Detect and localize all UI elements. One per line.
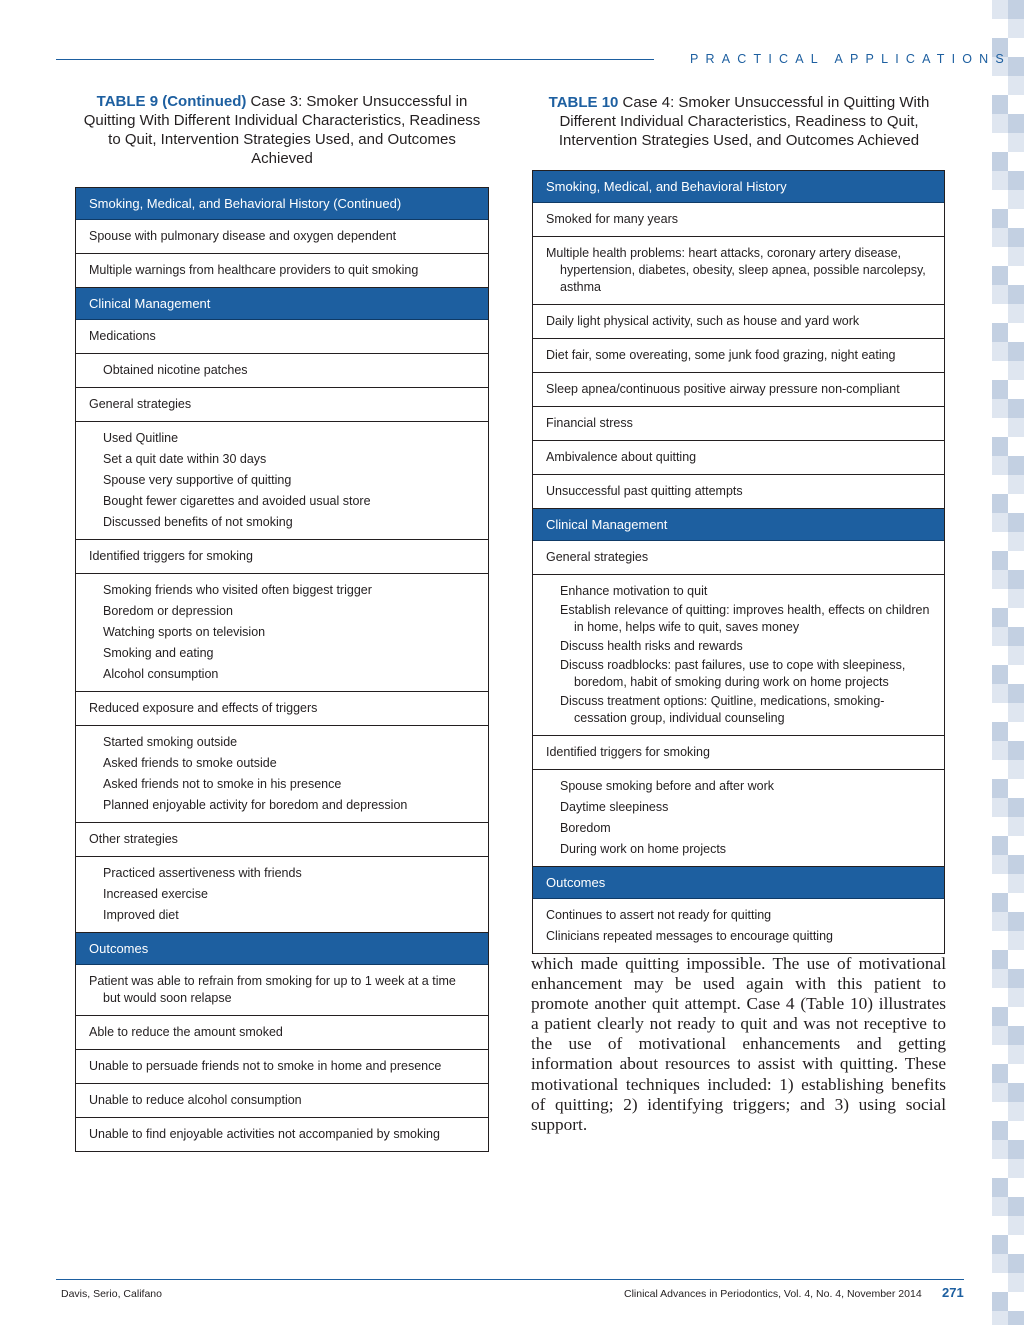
table-row — [76, 1084, 488, 1118]
grid-cell — [992, 209, 1008, 228]
grid-cell — [1008, 323, 1024, 342]
grid-cell — [1008, 1311, 1024, 1325]
table-row — [76, 823, 488, 857]
table-cell-text: Clinical Management — [546, 517, 668, 532]
grid-cell — [992, 1311, 1008, 1325]
table-cell-text: Identified triggers for smoking — [89, 549, 253, 563]
grid-cell — [992, 684, 1008, 703]
grid-cell — [1008, 361, 1024, 380]
table-cell-text: Multiple health problems: heart attacks, coronary artery disease, hypertension, diabetes, obesity, sleep apnea, possible narcolepsy, asthma — [546, 246, 926, 294]
grid-cell — [992, 437, 1008, 456]
grid-cell — [992, 399, 1008, 418]
grid-cell — [1008, 855, 1024, 874]
table-row — [533, 203, 944, 237]
grid-cell — [992, 1121, 1008, 1140]
grid-cell — [992, 551, 1008, 570]
grid-cell — [1008, 209, 1024, 228]
grid-cell — [1008, 228, 1024, 247]
table-cell-text: General strategies — [89, 397, 192, 411]
grid-cell — [1008, 95, 1024, 114]
grid-cell — [992, 1026, 1008, 1045]
grid-cell — [992, 1083, 1008, 1102]
grid-cell — [1008, 1178, 1024, 1197]
footer-rule — [56, 1279, 964, 1280]
grid-cell — [992, 950, 1008, 969]
table-cell-text: Establish relevance of quitting: improves health, effects on children in home, helps wife to quit, saves money — [560, 603, 930, 634]
table-cell-text: Smoking friends who visited often biggest trigger — [103, 583, 372, 597]
table-cell-text: Planned enjoyable activity for boredom and depression — [103, 798, 408, 812]
grid-cell — [1008, 779, 1024, 798]
grid-cell — [992, 855, 1008, 874]
table-row — [533, 736, 944, 770]
grid-cell — [1008, 494, 1024, 513]
grid-cell — [1008, 874, 1024, 893]
grid-cell — [992, 247, 1008, 266]
grid-cell — [1008, 1292, 1024, 1311]
table-cell-text: Alcohol consumption — [103, 667, 219, 681]
grid-cell — [1008, 551, 1024, 570]
table-cell-text: Spouse with pulmonary disease and oxygen dependent — [89, 229, 397, 243]
table-row — [76, 388, 488, 422]
grid-cell — [992, 1216, 1008, 1235]
table-cell-text: Asked friends not to smoke in his presence — [103, 777, 342, 791]
table-cell-text: Able to reduce the amount smoked — [89, 1025, 283, 1039]
table-cell-text: Smoking and eating — [103, 646, 214, 660]
table-cell-text: Enhance motivation to quit — [560, 584, 708, 598]
running-head: PRACTICAL APPLICATIONS — [690, 52, 1011, 66]
grid-cell — [992, 1292, 1008, 1311]
grid-cell — [1008, 1102, 1024, 1121]
grid-cell — [992, 1007, 1008, 1026]
table-cell-text: Unable to find enjoyable activities not accompanied by smoking — [89, 1127, 440, 1141]
grid-cell — [992, 114, 1008, 133]
grid-cell — [1008, 76, 1024, 95]
table-cell-text: Multiple warnings from healthcare providers to quit smoking — [89, 263, 419, 277]
grid-cell — [1008, 1064, 1024, 1083]
grid-cell — [992, 703, 1008, 722]
table-cell-text: Boredom or depression — [103, 604, 233, 618]
grid-cell — [1008, 646, 1024, 665]
table-section-header — [76, 933, 488, 965]
table-cell-text: Smoking, Medical, and Behavioral History — [546, 179, 787, 194]
grid-cell — [992, 665, 1008, 684]
grid-cell — [992, 1235, 1008, 1254]
table10-caption-text: Case 4: Smoker Unsuccessful in Quitting With Different Individual Characteristics, Readiness to Quit, Intervention Strategies Used, and Outcomes Achieved — [558, 94, 930, 149]
grid-cell — [1008, 760, 1024, 779]
table-row — [76, 1016, 488, 1050]
grid-cell — [992, 266, 1008, 285]
grid-cell — [1008, 1273, 1024, 1292]
grid-cell — [992, 1197, 1008, 1216]
table9-caption — [78, 92, 486, 168]
grid-cell — [1008, 1083, 1024, 1102]
grid-cell — [1008, 608, 1024, 627]
grid-cell — [1008, 114, 1024, 133]
grid-cell — [992, 931, 1008, 950]
table-cell-text: Ambivalence about quitting — [546, 450, 697, 464]
grid-cell — [1008, 399, 1024, 418]
grid-cell — [992, 779, 1008, 798]
grid-cell — [992, 741, 1008, 760]
grid-cell — [1008, 1235, 1024, 1254]
table-cell-text: Improved diet — [103, 908, 179, 922]
table10-caption — [524, 93, 954, 150]
grid-cell — [1008, 152, 1024, 171]
grid-cell — [1008, 893, 1024, 912]
grid-cell — [992, 817, 1008, 836]
grid-cell — [992, 285, 1008, 304]
body-paragraph: which made quitting impossible. The use of motivational enhancement may be used again with this patient to promote another quit attempt. Case 4 (Table 10) illustrates a patient clearly not ready to quit and was not receptive to the use of motivational enhancements and getting information about resources to assist with quitting. These motivational techniques included: 1) establishing benefits of quitting; 2) identifying triggers; and 3) using social support. — [531, 954, 946, 1134]
grid-cell — [992, 1159, 1008, 1178]
grid-cell — [1008, 190, 1024, 209]
grid-cell — [992, 95, 1008, 114]
table-row — [533, 475, 944, 509]
grid-cell — [1008, 437, 1024, 456]
grid-cell — [992, 152, 1008, 171]
table9 — [75, 187, 489, 1152]
grid-cell — [992, 0, 1008, 19]
table-cell-text: Medications — [89, 329, 156, 343]
table-cell-text: Smoked for many years — [546, 212, 678, 226]
grid-cell — [992, 1064, 1008, 1083]
grid-cell — [992, 513, 1008, 532]
grid-cell — [992, 1140, 1008, 1159]
grid-cell — [1008, 741, 1024, 760]
grid-cell — [992, 988, 1008, 1007]
grid-cell — [1008, 931, 1024, 950]
table9-caption-text: Case 3: Smoker Unsuccessful in Quitting With Different Individual Characteristics, Readiness to Quit, Intervention Strategies Used, and Outcomes Achieved — [83, 93, 481, 167]
grid-cell — [1008, 665, 1024, 684]
table-cell-text: Unsuccessful past quitting attempts — [546, 484, 743, 498]
table-row — [533, 541, 944, 575]
table-row — [76, 254, 488, 288]
grid-cell — [1008, 589, 1024, 608]
grid-cell — [1008, 1045, 1024, 1064]
table-cell-text: Bought fewer cigarettes and avoided usual store — [103, 494, 371, 508]
table-row — [533, 899, 944, 954]
grid-cell — [1008, 532, 1024, 551]
grid-cell — [992, 532, 1008, 551]
grid-cell — [1008, 0, 1024, 19]
table-row — [76, 692, 488, 726]
grid-cell — [992, 171, 1008, 190]
grid-cell — [1008, 798, 1024, 817]
grid-cell — [1008, 1216, 1024, 1235]
grid-cell — [1008, 285, 1024, 304]
grid-cell — [992, 722, 1008, 741]
footer-journal: Clinical Advances in Periodontics, Vol. 4, No. 4, November 2014 — [624, 1288, 922, 1300]
grid-cell — [1008, 19, 1024, 38]
table-row — [533, 407, 944, 441]
grid-cell — [1008, 1159, 1024, 1178]
table-cell-text: Clinical Management — [89, 296, 211, 311]
grid-cell — [992, 760, 1008, 779]
grid-cell — [1008, 513, 1024, 532]
table-cell-text: Boredom — [560, 821, 611, 835]
table-cell-text: Other strategies — [89, 832, 178, 846]
table-cell-text: Smoking, Medical, and Behavioral History (Continued) — [89, 196, 402, 211]
grid-cell — [992, 589, 1008, 608]
grid-cell — [992, 1254, 1008, 1273]
grid-cell — [992, 494, 1008, 513]
table-cell-text: Discussed benefits of not smoking — [103, 515, 293, 529]
table-row — [76, 965, 488, 1016]
table-cell-text: Spouse very supportive of quitting — [103, 473, 292, 487]
table-cell-text: Practiced assertiveness with friends — [103, 866, 302, 880]
table-cell-text: Diet fair, some overeating, some junk food grazing, night eating — [546, 348, 896, 362]
grid-cell — [992, 361, 1008, 380]
table-cell-text: General strategies — [546, 550, 649, 564]
grid-cell — [1008, 988, 1024, 1007]
grid-cell — [1008, 969, 1024, 988]
table-row — [533, 575, 944, 736]
table-row — [76, 726, 488, 823]
grid-cell — [1008, 912, 1024, 931]
table-row — [76, 857, 488, 933]
table-cell-text: Asked friends to smoke outside — [103, 756, 277, 770]
table-cell-text: Used Quitline — [103, 431, 179, 445]
grid-cell — [1008, 836, 1024, 855]
grid-cell — [992, 1102, 1008, 1121]
table-row — [76, 320, 488, 354]
grid-cell — [1008, 171, 1024, 190]
table-section-header — [533, 171, 944, 203]
table-cell-text: Daily light physical activity, such as house and yard work — [546, 314, 860, 328]
table-row — [76, 422, 488, 540]
grid-cell — [992, 456, 1008, 475]
table-row — [76, 540, 488, 574]
table-cell-text: Continues to assert not ready for quitting — [546, 908, 772, 922]
grid-cell — [992, 304, 1008, 323]
grid-cell — [992, 1045, 1008, 1064]
table-cell-text: Spouse smoking before and after work — [560, 779, 775, 793]
table-row — [533, 770, 944, 867]
page-number: 271 — [942, 1285, 964, 1300]
grid-cell — [1008, 722, 1024, 741]
table-row — [533, 441, 944, 475]
grid-cell — [992, 1178, 1008, 1197]
grid-cell — [992, 874, 1008, 893]
table-cell-text: Unable to reduce alcohol consumption — [89, 1093, 302, 1107]
grid-cell — [1008, 950, 1024, 969]
table-row — [76, 220, 488, 254]
table-cell-text: Started smoking outside — [103, 735, 238, 749]
table-cell-text: Watching sports on television — [103, 625, 266, 639]
table-section-header — [76, 188, 488, 220]
grid-cell — [1008, 1026, 1024, 1045]
grid-cell — [1008, 456, 1024, 475]
grid-cell — [992, 836, 1008, 855]
table-row — [533, 373, 944, 407]
grid-cell — [1008, 1121, 1024, 1140]
table-cell-text: During work on home projects — [560, 842, 727, 856]
table-section-header — [533, 509, 944, 541]
grid-cell — [992, 570, 1008, 589]
grid-cell — [992, 228, 1008, 247]
grid-cell — [992, 608, 1008, 627]
table-cell-text: Set a quit date within 30 days — [103, 452, 267, 466]
table-row — [76, 1050, 488, 1084]
grid-cell — [992, 969, 1008, 988]
table-cell-text: Patient was able to refrain from smoking for up to 1 week at a time but would soon relapse — [89, 974, 456, 1005]
table-cell-text: Discuss roadblocks: past failures, use to cope with sleepiness, boredom, habit of smoking during work on home projects — [560, 658, 906, 689]
grid-cell — [1008, 627, 1024, 646]
table-cell-text: Daytime sleepiness — [560, 800, 669, 814]
grid-cell — [992, 323, 1008, 342]
grid-cell — [1008, 684, 1024, 703]
grid-cell — [992, 646, 1008, 665]
table-cell-text: Sleep apnea/continuous positive airway pressure non-compliant — [546, 382, 900, 396]
grid-cell — [1008, 475, 1024, 494]
grid-cell — [1008, 342, 1024, 361]
table-section-header — [533, 867, 944, 899]
table-row — [533, 237, 944, 305]
table-row — [76, 1118, 488, 1152]
grid-cell — [992, 798, 1008, 817]
table9-label: TABLE 9 (Continued) — [96, 93, 247, 110]
footer-authors: Davis, Serio, Califano — [61, 1288, 162, 1300]
table-cell-text: Discuss treatment options: Quitline, medications, smoking-cessation group, individual counseling — [560, 694, 885, 725]
table-row — [533, 305, 944, 339]
table-cell-text: Outcomes — [546, 875, 606, 890]
table-cell-text: Increased exercise — [103, 887, 208, 901]
table-cell-text: Financial stress — [546, 416, 633, 430]
grid-cell — [1008, 817, 1024, 836]
grid-cell — [1008, 380, 1024, 399]
table-cell-text: Obtained nicotine patches — [103, 363, 248, 377]
grid-cell — [992, 190, 1008, 209]
grid-cell — [1008, 1140, 1024, 1159]
decorative-grid — [992, 0, 1024, 1325]
grid-cell — [992, 893, 1008, 912]
grid-cell — [1008, 1254, 1024, 1273]
table-cell-text: Outcomes — [89, 941, 149, 956]
grid-cell — [1008, 703, 1024, 722]
table-cell-text: Clinicians repeated messages to encourage quitting — [546, 929, 833, 943]
grid-cell — [992, 380, 1008, 399]
table-cell-text: Unable to persuade friends not to smoke in home and presence — [89, 1059, 442, 1073]
grid-cell — [992, 19, 1008, 38]
grid-cell — [992, 1273, 1008, 1292]
table-row — [533, 339, 944, 373]
grid-cell — [1008, 133, 1024, 152]
grid-cell — [992, 627, 1008, 646]
table-cell-text: Reduced exposure and effects of triggers — [89, 701, 318, 715]
table10 — [532, 170, 945, 954]
grid-cell — [992, 342, 1008, 361]
header-rule — [56, 59, 654, 60]
table-section-header — [76, 288, 488, 320]
table-cell-text: Discuss health risks and rewards — [560, 639, 743, 653]
grid-cell — [992, 76, 1008, 95]
grid-cell — [1008, 418, 1024, 437]
table10-label: TABLE 10 — [548, 94, 619, 111]
grid-cell — [992, 418, 1008, 437]
grid-cell — [1008, 266, 1024, 285]
grid-cell — [1008, 247, 1024, 266]
grid-cell — [992, 475, 1008, 494]
table-cell-text: Identified triggers for smoking — [546, 745, 710, 759]
grid-cell — [992, 912, 1008, 931]
table-row — [76, 574, 488, 692]
grid-cell — [1008, 570, 1024, 589]
grid-cell — [1008, 304, 1024, 323]
grid-cell — [992, 133, 1008, 152]
grid-cell — [1008, 1007, 1024, 1026]
grid-cell — [1008, 1197, 1024, 1216]
table-row — [76, 354, 488, 388]
